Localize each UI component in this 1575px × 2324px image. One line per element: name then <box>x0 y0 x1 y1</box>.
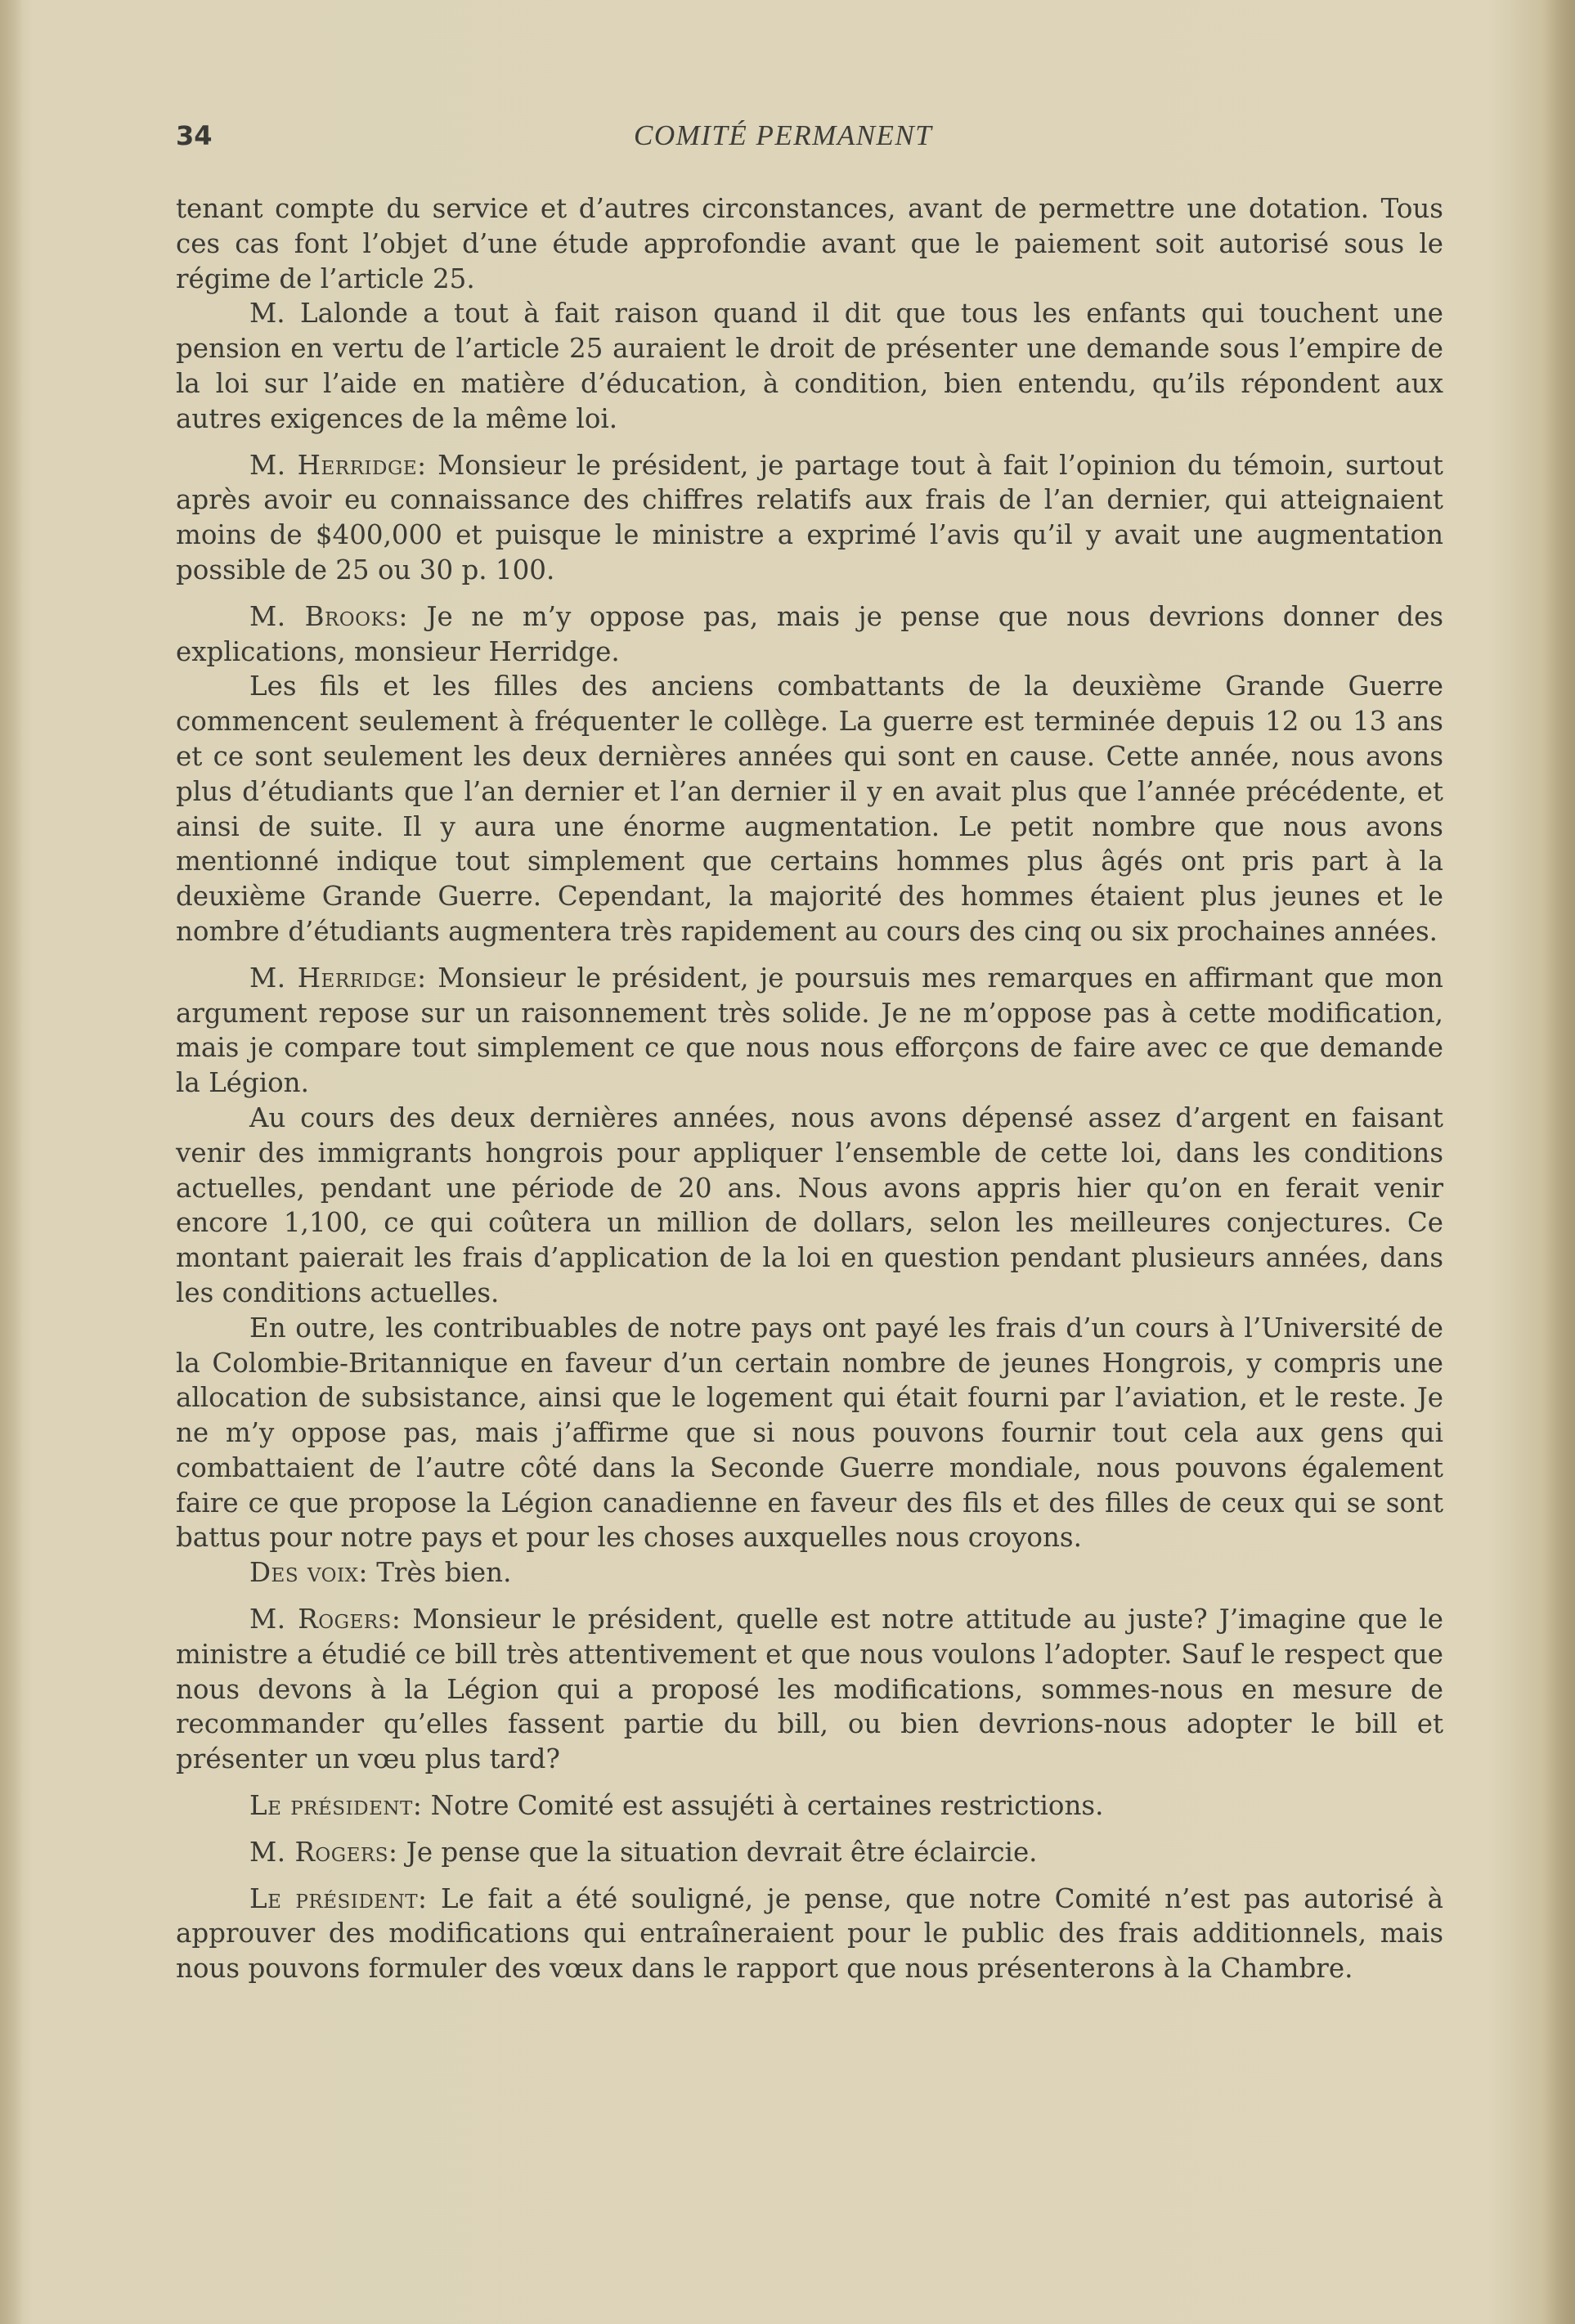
paragraph-6 <box>176 961 1443 1101</box>
paragraph-text: Monsieur le président, je partage tout à fait l’opinion du témoin, surtout après avoir eu connaissance des chiffres relatifs aux frais de l’an dernier, qui atteignaient moins de $400,000 et puisque le ministre a exprimé l’avis qu’il y avait une augmentation possible de 25 ou 30 p. 100. <box>176 449 1443 585</box>
paragraph-text: Monsieur le président, je poursuis mes remarques en affirmant que mon argument repose sur un raisonnement très solide. Je ne m’oppose pas à cette modification, mais je compare tout simplement ce que nous nous efforçons de faire avec ce que demande la Légion. <box>176 962 1443 1099</box>
paragraph-2 <box>176 296 1443 436</box>
speaker-label: Le président: <box>249 1882 428 1914</box>
paragraph-text: Monsieur le président, quelle est notre attitude au juste? J’imagine que le ministre a étudié ce bill très attentivement et que nous voulons l’adopter. Sauf le respect que nous devons à la Légion qui a proposé les modifications, sommes-nous en mesure de recommander qu’elles fassent partie du bill, ou bien devrions-nous adopter le bill et présenter un vœu plus tard? <box>176 1604 1444 1775</box>
speaker-label: M. Herridge: <box>249 962 427 994</box>
paragraph-text: Les fils et les filles des anciens combattants de la deuxième Grande Guerre commencent seulement à fréquenter le collège. La guerre est terminée depuis 12 ou 13 ans et ce sont seulement les deux dernières années qui sont en cause. Cette année, nous avons plus d’étudiants que l’an dernier et l’an dernier il y en avait plus que l’année précédente, et ainsi de suite. Il y aura une énorme augmentation. Le petit nombre que nous avons mentionné indique tout simplement que certains hommes plus âgés ont pris part à la deuxième Grande Guerre. Cependant, la majorité des hommes étaient plus jeunes et le nombre d’étudiants augmentera très rapidement au cours des cinq ou six prochaines années. <box>176 671 1443 947</box>
page-header <box>176 116 1439 157</box>
paragraph-1 <box>176 191 1443 296</box>
paragraph-9 <box>176 1555 1443 1590</box>
paragraph-7 <box>176 1101 1443 1311</box>
speaker-label: M. Rogers: <box>249 1604 402 1635</box>
paragraph-3 <box>176 448 1443 588</box>
paragraph-text: Au cours des deux dernières années, nous avons dépensé assez d’argent en faisant venir des immigrants hongrois pour appliquer l’ensemble de cette loi, dans les conditions actuelles, pendant une période de 20 ans. Nous avons appris hier qu’on en ferait venir encore 1,100, ce qui coûtera un million de dollars, selon les meilleures conjectures. Ce montant paierait les frais d’application de la loi en question pendant plusieurs années, dans les conditions actuelles. <box>176 1101 1443 1308</box>
paragraph-text: Je ne m’y oppose pas, mais je pense que nous devrions donner des explications, monsieur Herridge. <box>176 600 1443 667</box>
paragraph-text: M. Lalonde a tout à fait raison quand il dit que tous les enfants qui touchent une pension en vertu de l’article 25 auraient le droit de présenter une demande sous l’empire de la loi sur l’aide en matière d’éducation, à condition, bien entendu, qu’ils répondent aux autres exigences de la même loi. <box>176 298 1443 434</box>
paragraph-4 <box>176 599 1443 670</box>
paragraph-text: Je pense que la situation devrait être éclaircie. <box>406 1836 1038 1868</box>
speaker-label: Le président: <box>249 1790 423 1822</box>
speaker-label: Des voix: <box>249 1557 368 1589</box>
paragraph-5 <box>176 669 1443 949</box>
page-right-shadow <box>1542 0 1575 2324</box>
paragraph-10 <box>176 1602 1443 1777</box>
running-title: COMITÉ PERMANENT <box>634 119 933 151</box>
page-number: 34 <box>176 120 213 151</box>
paragraph-text: Notre Comité est assujéti à certaines restrictions. <box>430 1790 1104 1822</box>
paragraph-13 <box>176 1882 1443 1986</box>
paragraph-text: Le fait a été souligné, je pense, que notre Comité n’est pas autorisé à approuver des modifications qui entraîneraient pour le public des frais additionnels, mais nous pouvons formuler des vœux dans le rapport que nous présenterons à la Chambre. <box>176 1882 1443 1985</box>
speaker-label: M. Herridge: <box>249 449 427 481</box>
paragraph-text: En outre, les contribuables de notre pays ont payé les frais d’un cours à l’Université de la Colombie-Britannique en faveur d’un certain nombre de jeunes Hongrois, y compris une allocation de subsistance, ainsi que le logement qui était fourni par l’aviation, et le reste. Je ne m’y oppose pas, mais j’affirme que si nous pouvons fournir tout cela aux gens qui combattaient de l’autre côté dans la Seconde Guerre mondiale, nous pouvons également faire ce que propose la Légion canadienne en faveur des fils et des filles de ceux qui se sont battus pour notre pays et pour les choses auxquelles nous croyons. <box>176 1312 1443 1554</box>
paragraph-8 <box>176 1311 1443 1556</box>
paragraph-text: tenant compte du service et d’autres circonstances, avant de permettre une dotation. Tous ces cas font l’objet d’une étude approfondie avant que le paiement soit autorisé sous le régime de l’article 25. <box>176 193 1443 294</box>
speaker-label: M. Rogers: <box>249 1836 398 1868</box>
paragraph-text: Très bien. <box>376 1557 512 1589</box>
page-left-shadow <box>0 0 23 2324</box>
paragraph-12 <box>176 1835 1443 1870</box>
speaker-label: M. Brooks: <box>249 600 408 632</box>
body-text <box>176 191 1443 1986</box>
paragraph-11 <box>176 1788 1443 1824</box>
